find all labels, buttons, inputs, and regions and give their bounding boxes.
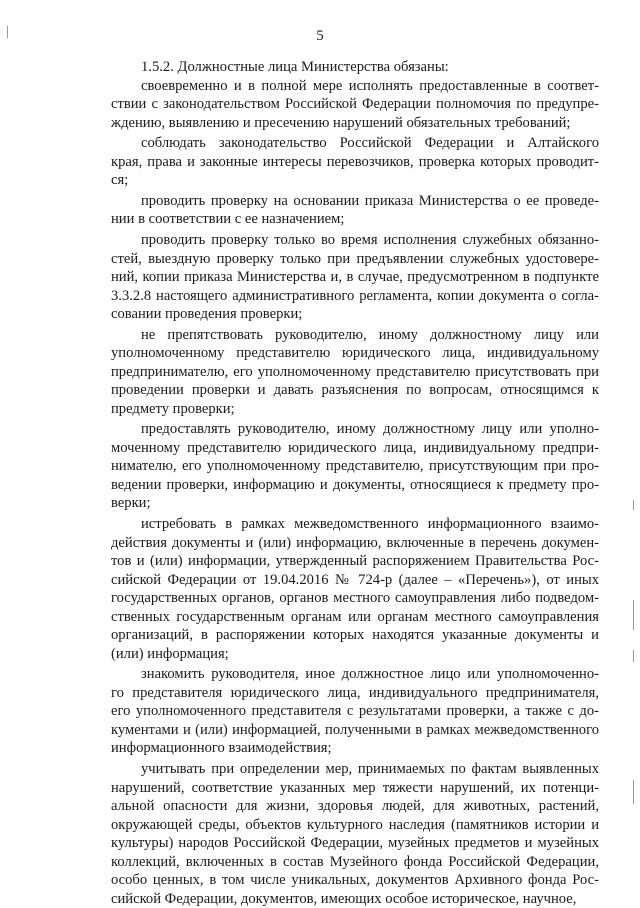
paragraph-line: проводить проверку только во время исполнения служебных обязанно- [111, 231, 599, 250]
scan-artifact-left [7, 26, 8, 38]
paragraph-line: кументами и (или) информацией, полученными в рамках межведомственного [111, 721, 599, 740]
paragraph-line: ствии с законодательством Российской Федерации полномочия по предупре- [111, 95, 599, 114]
paragraph-line: культуры) народов Российской Федерации, музейных предметов и музейных [111, 834, 599, 853]
paragraph-line: (или) информация; [111, 645, 599, 664]
paragraph-line: альной опасности для жизни, здоровья людей, для животных, растений, [111, 797, 599, 816]
paragraph-line: окружающей среды, объектов культурного наследия (памятников истории и [111, 816, 599, 835]
scan-artifact-right-4 [633, 780, 634, 804]
paragraph-line: ждению, выявлению и пресечению нарушений обязательных требований; [111, 114, 599, 133]
paragraph-line: сийской Федерации, документов, имеющих особое историческое, научное, [111, 890, 599, 908]
paragraph-line: особо ценных, в том числе уникальных, документов Архивного фонда Рос- [111, 871, 599, 890]
scan-artifact-right-2 [633, 600, 634, 630]
paragraph-line: ний, копии приказа Министерства и, в случае, предусмотренном в подпункте [111, 268, 599, 287]
paragraph-line: верки; [111, 494, 599, 513]
paragraph-line: сийской Федерации от 19.04.2016 № 724-р (далее – «Перечень»), от иных [111, 571, 599, 590]
paragraph-line: соблюдать законодательство Российской Федерации и Алтайского [111, 134, 599, 153]
paragraph [111, 665, 599, 758]
paragraph-line: проведении проверки и давать разъяснения по вопросам, относящимся к [111, 381, 599, 400]
paragraph [111, 231, 599, 324]
paragraph-line: 3.3.2.8 настоящего административного регламента, копии документа о согла- [111, 287, 599, 306]
paragraph-line: уполномоченному представителю юридического лица, индивидуальному [111, 344, 599, 363]
paragraph [111, 192, 599, 229]
paragraph-line: нимателю, его уполномоченному представителю, присутствующим при про- [111, 457, 599, 476]
paragraph-line: знакомить руководителя, иное должностное лицо или уполномоченно- [111, 665, 599, 684]
paragraph-line: стей, выездную проверку только при предъявлении служебных удостовере- [111, 250, 599, 269]
paragraph-line: предпринимателю, его уполномоченному представителю присутствовать при [111, 363, 599, 382]
paragraph-line: его уполномоченного представителя с результатами проверки, а также с до- [111, 702, 599, 721]
paragraph-line: совании проведения проверки; [111, 305, 599, 324]
paragraph-line: учитывать при определении мер, принимаемых по фактам выявленных [111, 760, 599, 779]
paragraph [111, 77, 599, 133]
paragraph-line: края, права и законные интересы перевозчиков, проверка которых проводит- [111, 153, 599, 172]
scan-artifact-right-3 [633, 650, 634, 662]
paragraph [111, 134, 599, 190]
paragraph [111, 760, 599, 908]
paragraph-line: ведении проверки, информацию и документы, относящиеся к предмету про- [111, 476, 599, 495]
paragraph-line: не препятствовать руководителю, иному должностному лицу или [111, 326, 599, 345]
scan-artifact-right-1 [633, 500, 634, 510]
paragraph-line: моченному представителю юридического лица, индивидуальному предпри- [111, 439, 599, 458]
paragraph-line: ственных государственным органам или органам местного самоуправления [111, 608, 599, 627]
paragraph [111, 420, 599, 513]
paragraph-line: своевременно и в полной мере исполнять предоставленные в соответ- [111, 77, 599, 96]
paragraph [111, 515, 599, 663]
paragraph-line: организаций, в распоряжении которых находятся указанные документы и [111, 626, 599, 645]
paragraph-line: информационного взаимодействия; [111, 739, 599, 758]
paragraph-line: государственных органов, органов местного самоуправления либо подведом- [111, 589, 599, 608]
paragraph-line: ся; [111, 171, 599, 190]
page-number: 5 [0, 27, 640, 45]
paragraph-line: истребовать в рамках межведомственного информационного взаимо- [111, 515, 599, 534]
paragraph-line: предмету проверки; [111, 400, 599, 419]
paragraph-line: действия документы и (или) информацию, включенные в перечень докумен- [111, 534, 599, 553]
paragraph-line: предоставлять руководителю, иному должностному лицу или уполно- [111, 420, 599, 439]
paragraph-line: тов и (или) информации, утвержденный распоряжением Правительства Рос- [111, 552, 599, 571]
paragraph-line: го представителя юридического лица, индивидуального предпринимателя, [111, 684, 599, 703]
paragraph [111, 326, 599, 419]
paragraph-list [111, 77, 599, 908]
paragraph-line: коллекций, включенных в состав Музейного фонда Российской Федерации, [111, 853, 599, 872]
document-body [111, 58, 599, 908]
section-heading: 1.5.2. Должностные лица Министерства обязаны: [111, 58, 599, 77]
paragraph-line: нарушений, соответствие указанных мер тяжести нарушений, их потенци- [111, 779, 599, 798]
paragraph-line: нии в соответствии с ее назначением; [111, 210, 599, 229]
paragraph-line: проводить проверку на основании приказа Министерства о ее проведе- [111, 192, 599, 211]
